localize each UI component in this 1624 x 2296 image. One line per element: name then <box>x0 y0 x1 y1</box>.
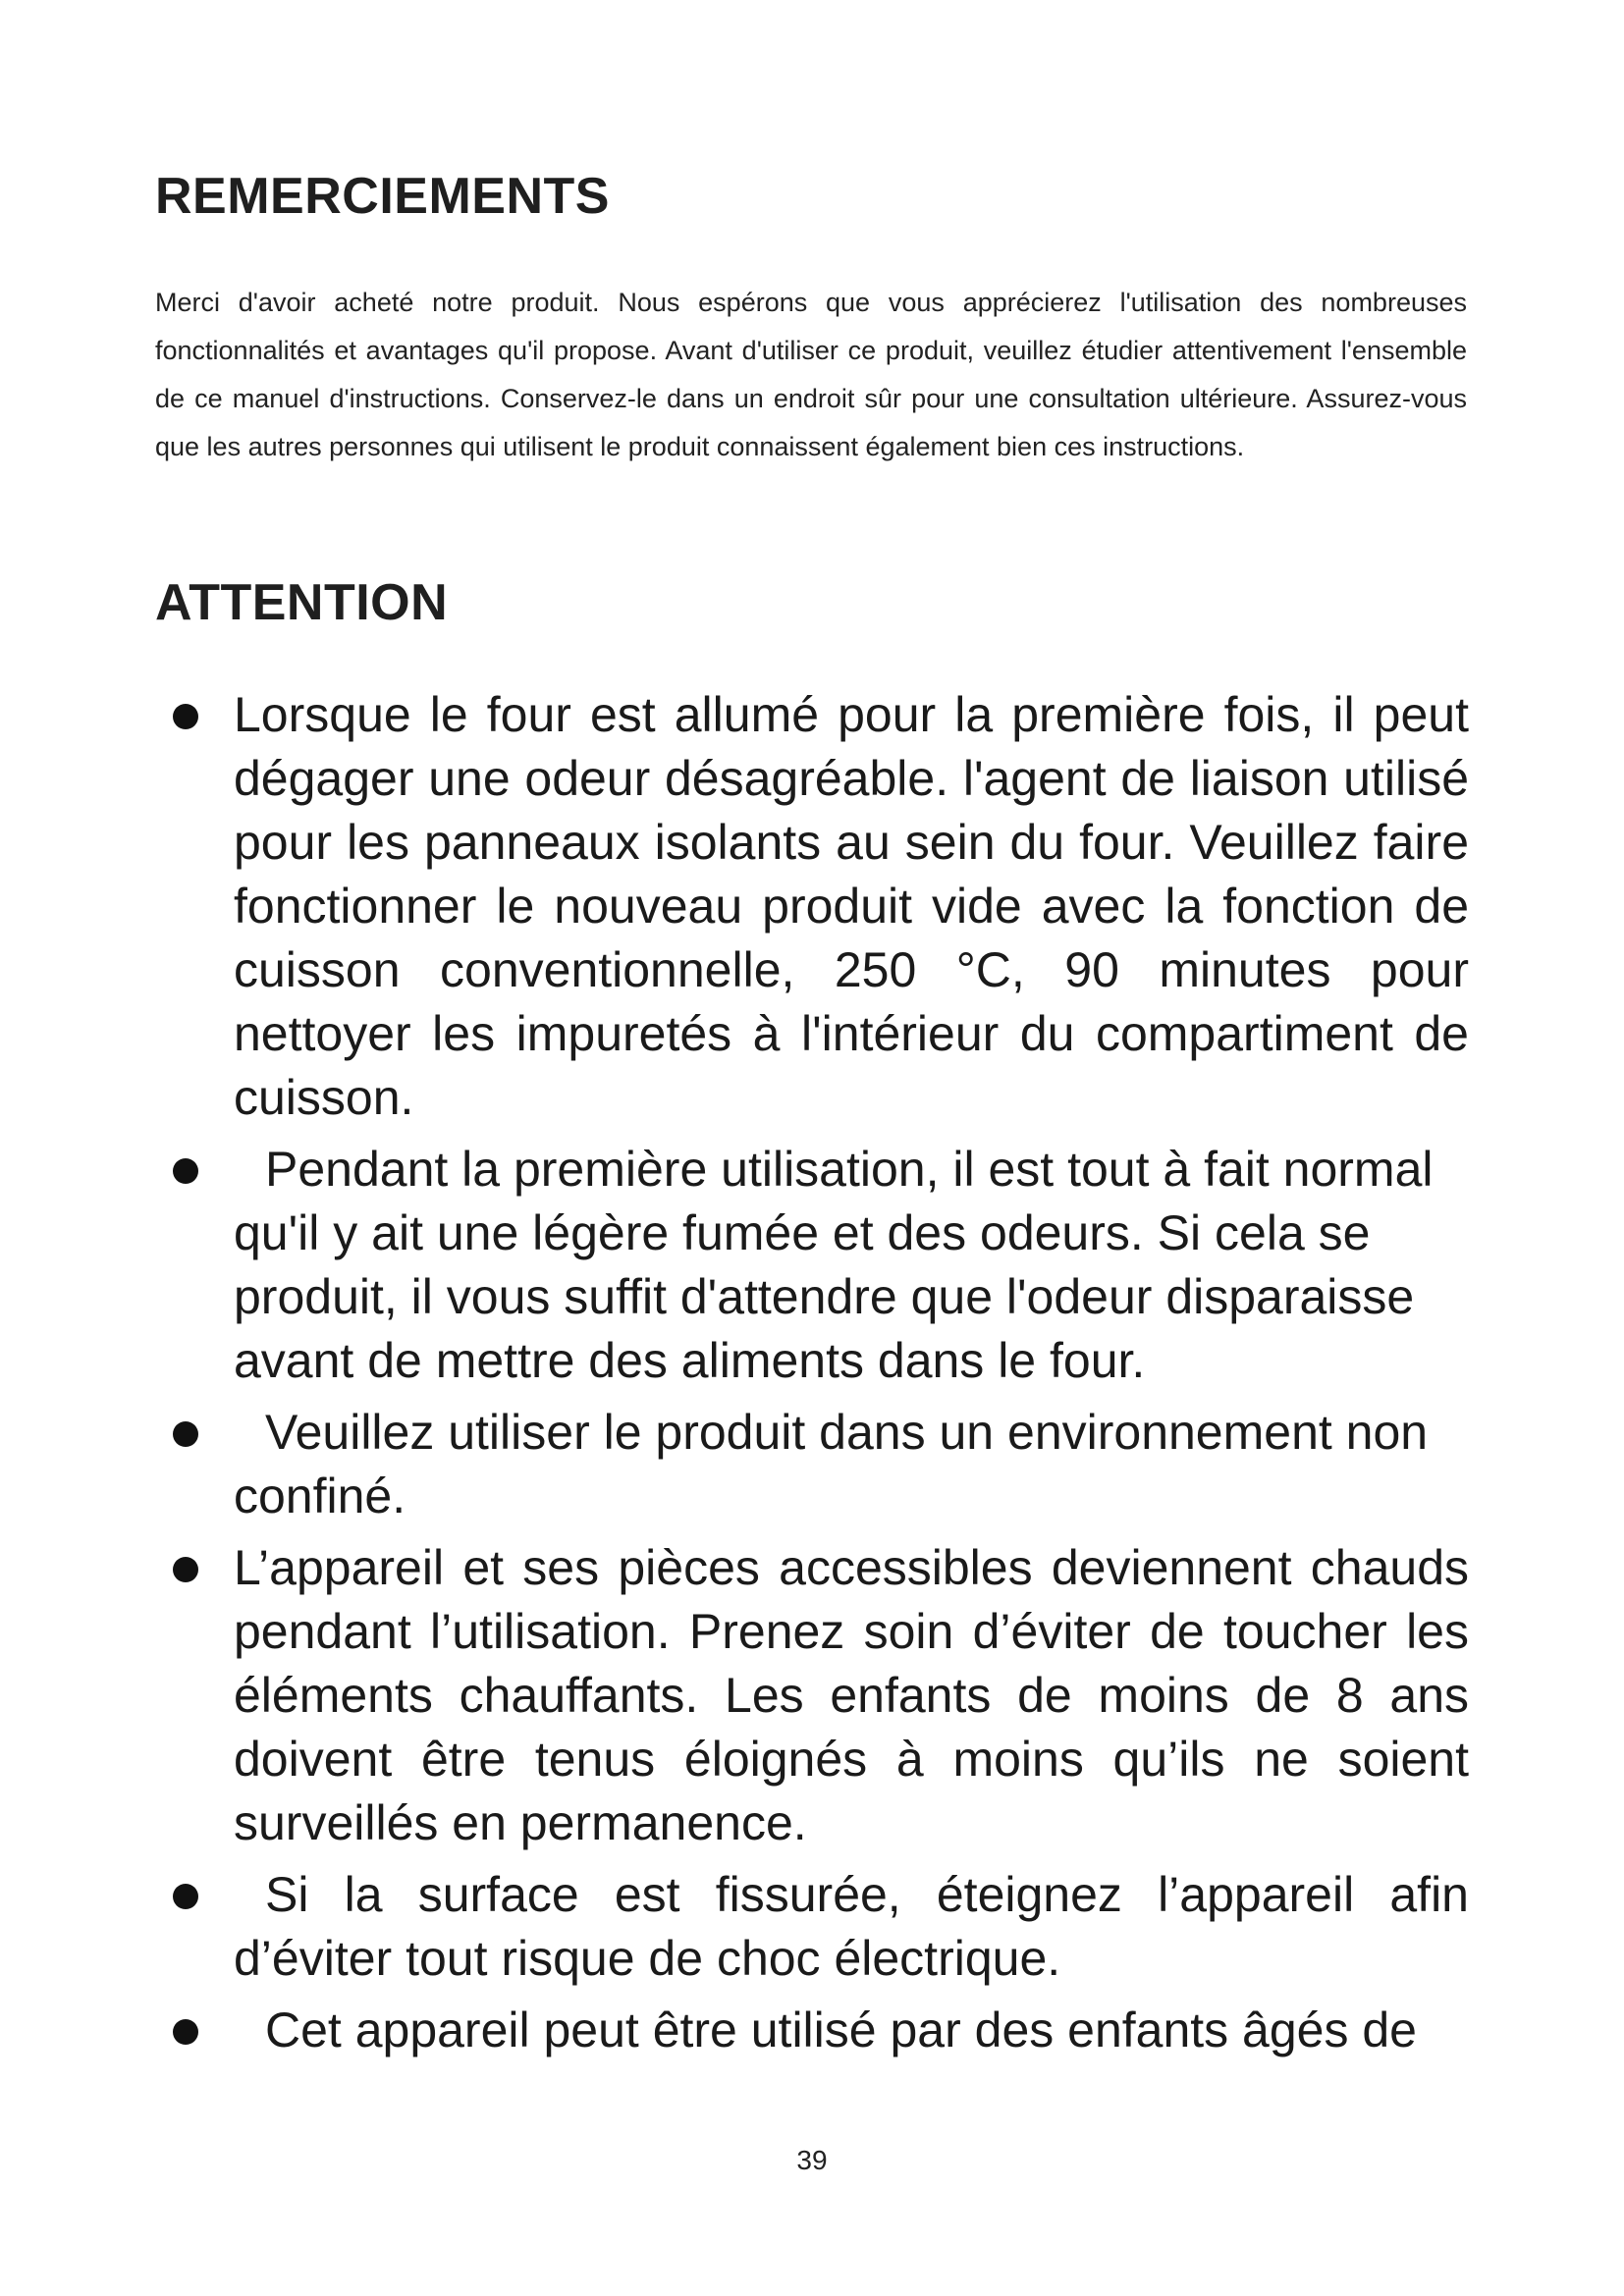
attention-item <box>159 1863 1490 1991</box>
attention-item-text: Si la surface est fissurée, éteignez l’appareil afin d’éviter tout risque de choc électrique. <box>234 1867 1469 1986</box>
attention-item-text: Lorsque le four est allumé pour la première fois, il peut dégager une odeur désagréable. l'agent de liaison utilisé pour les panneaux isolants au sein du four. Veuillez faire fonctionner le nouveau produit vide avec la fonction de cuisson conventionnelle, 250 °C, 90 minutes pour nettoyer les impuretés à l'intérieur du compartiment de cuisson. <box>234 687 1469 1125</box>
attention-item <box>159 1999 1490 2062</box>
section-title-thanks: REMERCIEMENTS <box>155 168 610 225</box>
page-number: 39 <box>796 2145 828 2175</box>
attention-item <box>159 1401 1490 1528</box>
bullet-icon <box>173 1421 198 1447</box>
attention-item <box>159 683 1490 1130</box>
bullet-icon <box>173 1884 198 1909</box>
attention-item <box>159 1138 1490 1393</box>
section-title-attention: ATTENTION <box>155 574 449 631</box>
bullet-icon <box>173 704 198 729</box>
attention-item-text: Veuillez utiliser le produit dans un environnement non confiné. <box>234 1405 1429 1523</box>
attention-item-text: Pendant la première utilisation, il est tout à fait normal qu'il y ait une légère fumée et des odeurs. Si cela se produit, il vous suffit d'attendre que l'odeur disparaisse avant de mettre des aliments dans le four. <box>234 1142 1434 1388</box>
attention-list <box>159 683 1490 2070</box>
thanks-paragraph: Merci d'avoir acheté notre produit. Nous espérons que vous apprécierez l'utilisation des nombreuses fonctionnalités et avantages qu'il propose. Avant d'utiliser ce produit, veuillez étudier attentivement l'ensemble de ce manuel d'instructions. Conservez-le dans un endroit sûr pour une consultation ultérieure. Assurez-vous que les autres personnes qui utilisent le produit connaissent également bien ces instructions. <box>155 288 1467 461</box>
attention-item <box>159 1536 1490 1855</box>
bullet-icon <box>173 2019 198 2045</box>
attention-item-text: L’appareil et ses pièces accessibles deviennent chauds pendant l’utilisation. Prenez soin d’éviter de toucher les éléments chauffants. Les enfants de moins de 8 ans doivent être tenus éloignés à moins qu’ils ne soient surveillés en permanence. <box>234 1540 1469 1850</box>
attention-item-text: Cet appareil peut être utilisé par des enfants âgés de <box>265 2002 1417 2057</box>
bullet-icon <box>173 1158 198 1184</box>
bullet-icon <box>173 1557 198 1582</box>
